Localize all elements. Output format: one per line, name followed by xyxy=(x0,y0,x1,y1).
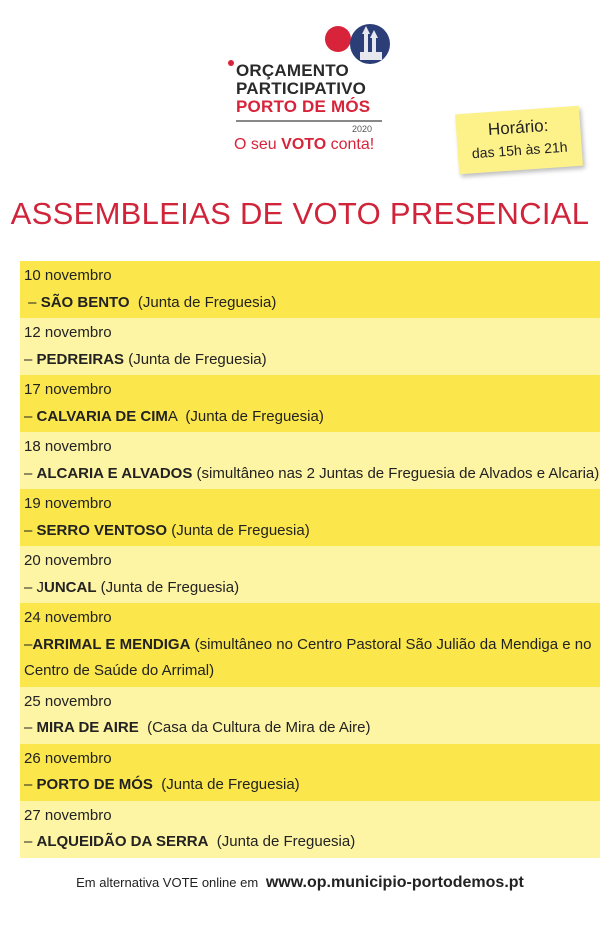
logo xyxy=(232,18,412,158)
schedule-place-detail: (Junta de Freguesia) xyxy=(167,521,310,539)
hours-note-title: Horário: xyxy=(487,115,549,140)
schedule-location xyxy=(24,772,600,799)
schedule-location xyxy=(24,518,600,545)
schedule-place-detail: (Junta de Freguesia) xyxy=(124,350,267,368)
red-circle-icon xyxy=(228,60,234,66)
footer-text: Em alternativa VOTE online em xyxy=(76,875,259,890)
schedule-location xyxy=(24,632,600,685)
schedule-prefix: – J xyxy=(24,578,45,596)
schedule-row xyxy=(20,489,600,546)
schedule-prefix: – xyxy=(24,407,37,425)
logo-slogan: O seu VOTO conta! xyxy=(234,136,375,153)
schedule-row xyxy=(20,603,600,687)
logo-line-1: ORÇAMENTO xyxy=(236,61,349,80)
schedule-row xyxy=(20,261,600,318)
schedule-location xyxy=(24,461,600,488)
schedule-location xyxy=(24,404,600,431)
schedule-place-detail: (simultâneo nas 2 Juntas de Freguesia de Alvados e Alcaria) xyxy=(192,464,600,482)
schedule-place-detail: (Junta de Freguesia) xyxy=(96,578,240,596)
logo-line-3: PORTO DE MÓS xyxy=(236,97,371,116)
schedule-prefix: – xyxy=(24,464,37,482)
schedule-date: 19 novembro xyxy=(24,495,112,512)
hours-note xyxy=(455,106,583,175)
schedule-location xyxy=(24,575,600,602)
schedule-row xyxy=(20,318,600,375)
schedule-date: 24 novembro xyxy=(24,609,112,626)
schedule-place-detail: (Junta de Freguesia) xyxy=(152,776,300,793)
schedule-date: 10 novembro xyxy=(24,267,112,284)
logo-year: 2020 xyxy=(352,124,373,134)
schedule-place-name: SERRO VENTOSO xyxy=(36,521,168,539)
schedule-date: 25 novembro xyxy=(24,692,112,710)
schedule-date: 17 novembro xyxy=(24,381,112,398)
schedule-place-name: SÃO BENTO xyxy=(40,293,130,311)
schedule-place-name: PEDREIRAS xyxy=(36,350,125,368)
schedule-row xyxy=(20,744,600,801)
logo-divider xyxy=(236,120,382,122)
schedule-prefix: – xyxy=(24,521,37,539)
hours-note-time: das 15h às 21h xyxy=(471,138,569,162)
schedule-place-detail: (Junta de Freguesia) xyxy=(208,833,356,850)
schedule-place-name: ARRIMAL E MENDIGA xyxy=(32,635,191,653)
schedule-date: 26 novembro xyxy=(24,749,112,767)
schedule-row xyxy=(20,375,600,432)
schedule-place-detail: (simultâneo no Centro Pastoral São Julião da Mendiga e no Centro de Saúde do Arrimal) xyxy=(24,635,596,679)
schedule-location xyxy=(24,290,600,317)
schedule-date: 27 novembro xyxy=(24,806,112,824)
logo-line-2: PARTICIPATIVO xyxy=(236,79,367,98)
schedule-place-name: ALCARIA E ALVADOS xyxy=(36,464,193,482)
schedule-row xyxy=(20,432,600,489)
schedule-prefix: – xyxy=(24,776,37,793)
schedule-prefix: – xyxy=(24,293,41,311)
schedule-date: 20 novembro xyxy=(24,552,112,569)
schedule-place-name: CALVARIA DE CIM xyxy=(36,407,168,425)
schedule-place-name: PORTO DE MÓS xyxy=(36,776,153,793)
schedule-row xyxy=(20,687,600,744)
schedule-location xyxy=(24,347,600,374)
schedule-prefix: – xyxy=(24,635,33,653)
schedule-place-detail: A (Junta de Freguesia) xyxy=(167,407,324,425)
schedule-list xyxy=(20,261,600,858)
schedule-place-name: UNCAL xyxy=(44,578,97,596)
schedule-place-name: MIRA DE AIRE xyxy=(36,719,139,736)
schedule-row xyxy=(20,546,600,603)
page-title: ASSEMBLEIAS DE VOTO PRESENCIAL xyxy=(10,196,590,231)
footer-url-link[interactable]: www.op.municipio-portodemos.pt xyxy=(265,874,524,891)
schedule-location xyxy=(24,829,600,856)
schedule-date: 12 novembro xyxy=(24,324,112,341)
schedule-date: 18 novembro xyxy=(24,438,112,455)
schedule-place-detail: (Junta de Freguesia) xyxy=(129,293,277,311)
schedule-prefix: – xyxy=(24,833,37,850)
footer xyxy=(0,874,600,892)
schedule-location xyxy=(24,715,600,742)
schedule-place-detail: (Casa da Cultura de Mira de Aire) xyxy=(138,719,371,736)
schedule-prefix: – xyxy=(24,719,37,736)
schedule-row xyxy=(20,801,600,858)
schedule-place-name: ALQUEIDÃO DA SERRA xyxy=(36,833,209,850)
schedule-prefix: – xyxy=(24,350,37,368)
